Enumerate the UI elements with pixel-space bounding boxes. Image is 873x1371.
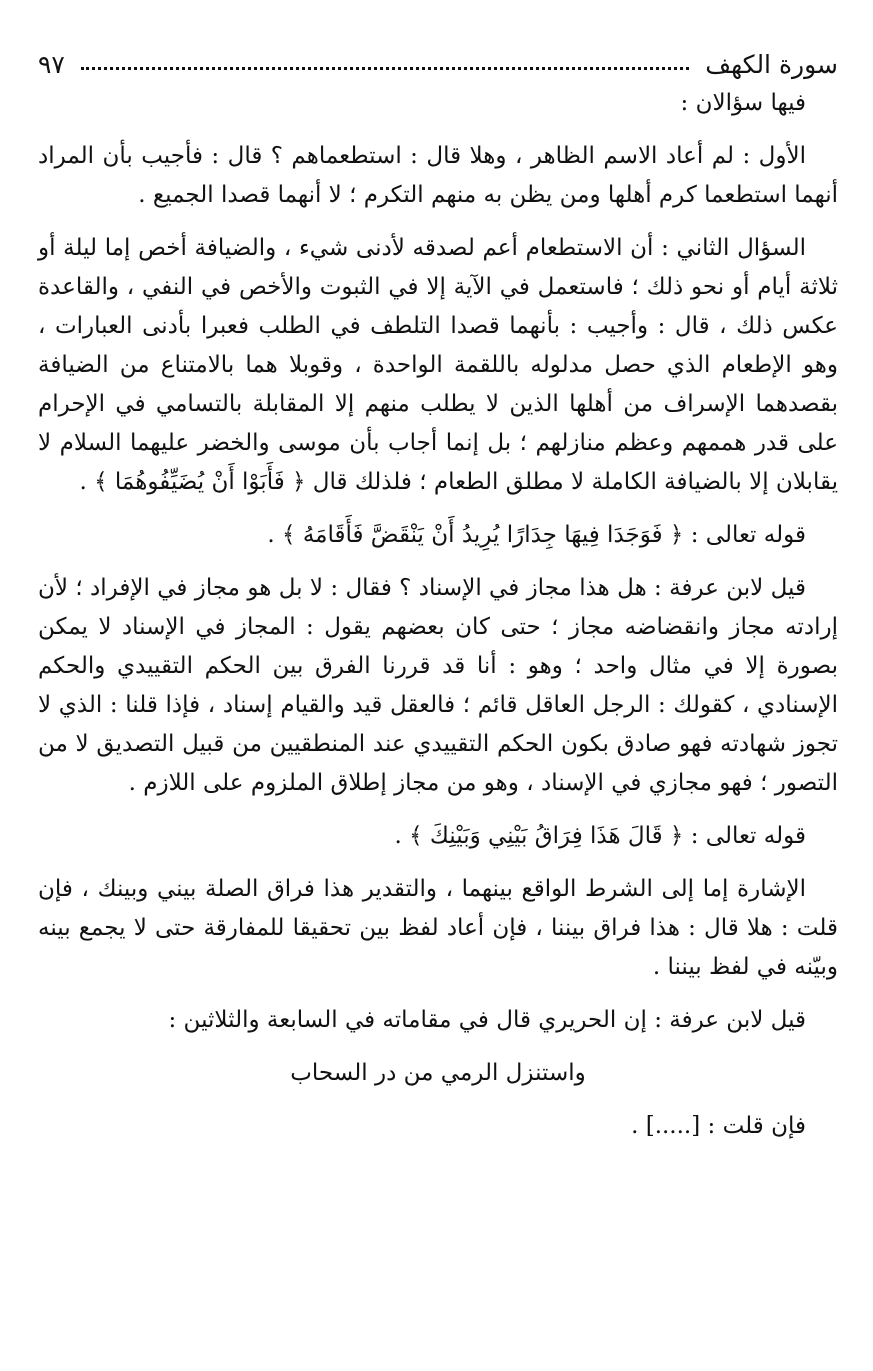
quran-verse-firaq: قوله تعالى : ﴿ قَالَ هَذَا فِرَاقُ بَيْنِي وَبَيْنِكَ ﴾ . (394, 823, 806, 849)
intro-line: فيها سؤالان : (680, 90, 806, 116)
page-number: ٩٧ (38, 49, 65, 79)
poetry-verse: واستنزل الرمي من در السحاب (290, 1060, 586, 1086)
dotted-leader (81, 66, 689, 70)
paragraph-ibn-arafa-majaz: قيل لابن عرفة : هل هذا مجاز في الإسناد ؟ فقال : لا بل هو مجاز في الإفراد ؛ لأن إرادته مجاز وانقضاضه مجاز ؛ حتى كان بعضهم يقول : المجاز في الإسناد لا يمكن بصورة إلا في مثال واحد ؛ وهو : أنا قد قررنا الفرق بين الحكم التقييدي والحكم الإسنادي ، كقولك : الرجل العاقل قائم ؛ فالعقل قيد والقيام إسناد ، فإذا قلنا : الذي لا تجوز شهادته فهو صادق بكون الحكم التقييدي عند المنطقيين من قبيل التصديق لا من التصور ؛ فهو مجازي في الإسناد ، وهو من مجاز إطلاق الملزوم على اللازم . (38, 575, 838, 796)
quran-verse-wall: قوله تعالى : ﴿ فَوَجَدَا فِيهَا جِدَارًا يُرِيدُ أَنْ يَنْقَضَّ فَأَقَامَهُ ﴾ . (267, 522, 806, 548)
paragraph-hariri: قيل لابن عرفة : إن الحريري قال في مقاماته في السابعة والثلاثين : (168, 1007, 806, 1033)
paragraph-isharah: الإشارة إما إلى الشرط الواقع بينهما ، والتقدير هذا فراق الصلة بيني وبينك ، فإن قلت : هلا قال : هذا فراق بيننا ، فإن أعاد لفظ بين تحقيقا للمفارقة حتى لا يجمع بينه وبيّنه في لفظ بيننا . (38, 876, 838, 980)
document-page (38, 44, 838, 1354)
running-header (38, 44, 838, 84)
closing-line: فإن قلت : [.....] . (631, 1113, 806, 1139)
paragraph-first-question: الأول : لم أعاد الاسم الظاهر ، وهلا قال : استطعماهم ؟ قال : فأجيب بأن المراد أنهما استطعما كرم أهلها ومن يظن به منهم التكرم ؛ لا أنهما قصدا الجميع . (38, 143, 838, 208)
paragraph-second-question: السؤال الثاني : أن الاستطعام أعم لصدقه لأدنى شيء ، والضيافة أخص إما ليلة أو ثلاثة أيام أو نحو ذلك ؛ فاستعمل في الآية إلا في الثبوت والأخص في النفي ، والقاعدة عكس ذلك ، قال : وأجيب : بأنهما قصدا التلطف في الطلب فعبرا بأدنى العبارات ، وهو الإطعام الذي حصل مدلوله باللقمة الواحدة ، وقوبلا هما بالامتناع من الضيافة بقصدهما الإسراف من أهلها الذين لا يطلب منهم إلا المقابلة بالتسامي في الإحرام على قدر هممهم وعظم منازلهم ؛ بل إنما أجاب بأن موسى والخضر عليهما السلام لا يقابلان إلا بالضيافة الكاملة لا مطلق الطعام ؛ فلذلك قال ﴿ فَأَبَوْا أَنْ يُضَيِّفُوهُمَا ﴾ . (38, 235, 838, 495)
surah-title: سورة الكهف (705, 49, 838, 79)
